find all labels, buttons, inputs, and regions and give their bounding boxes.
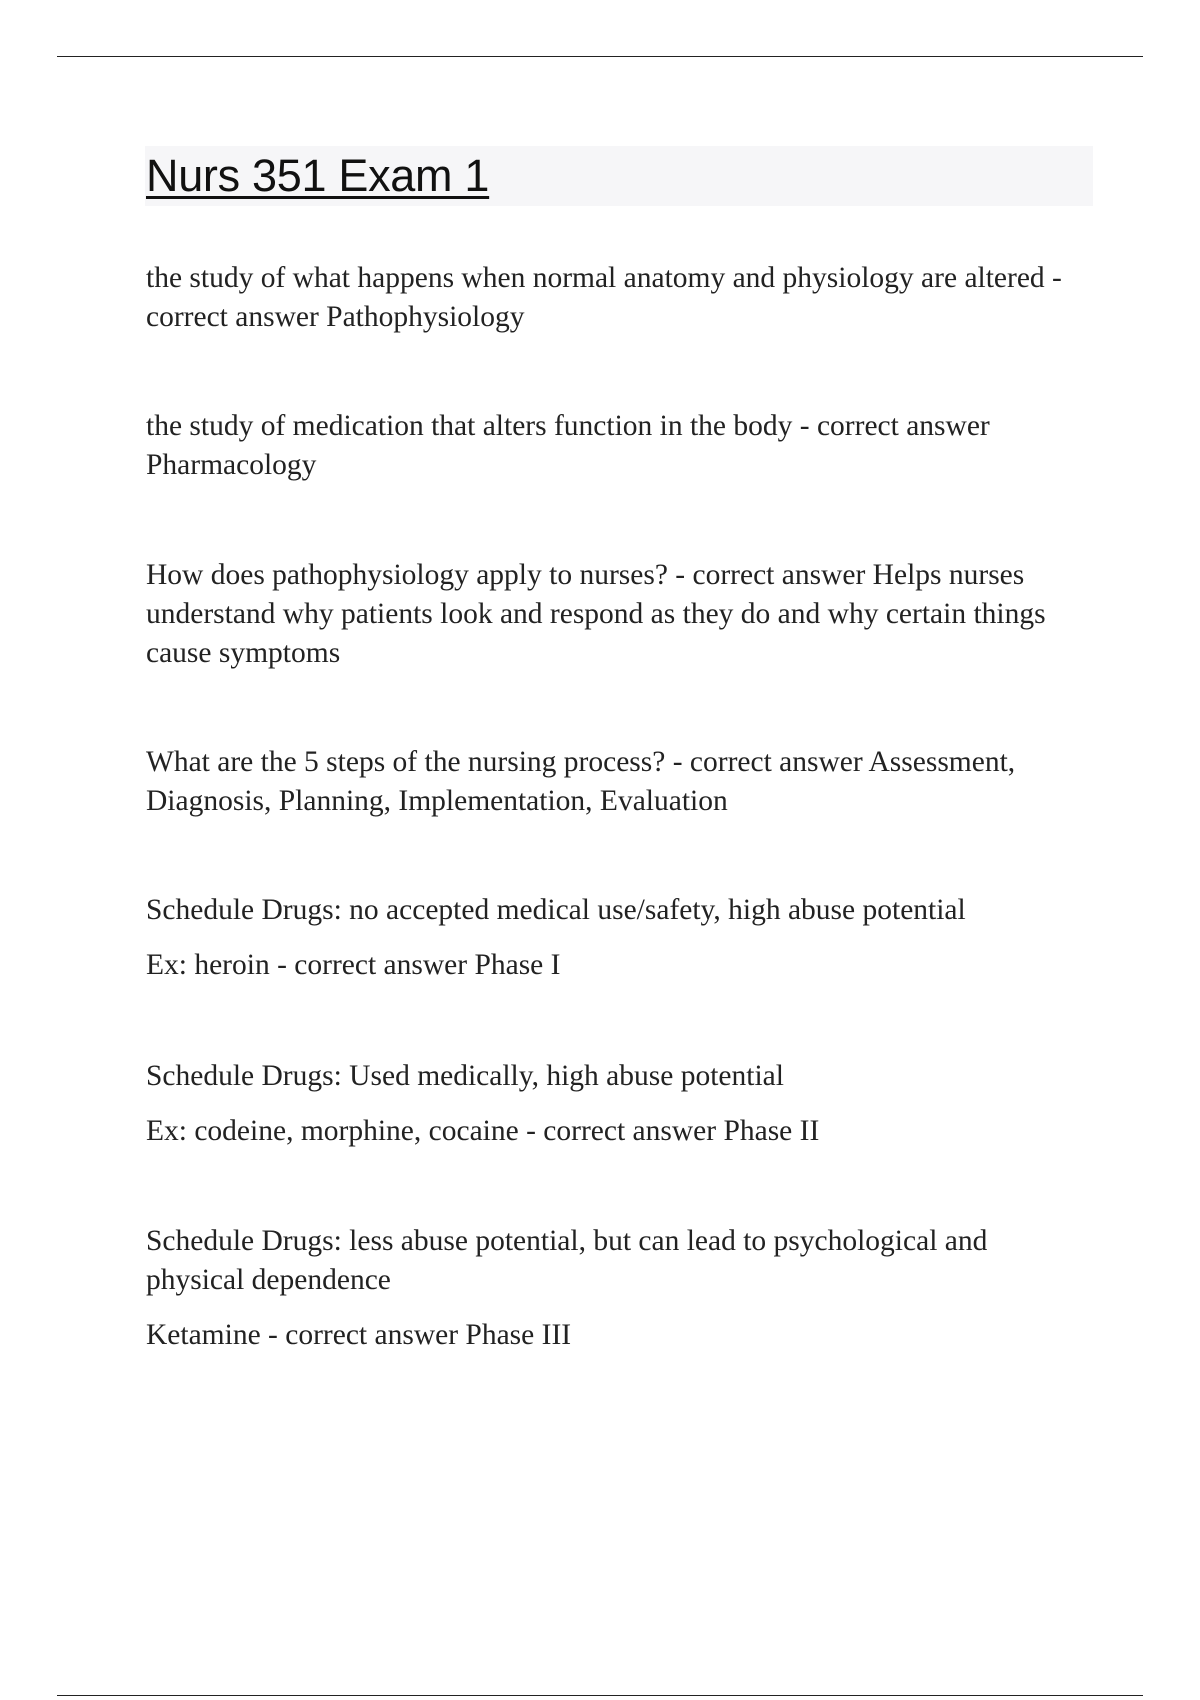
flashcard-entry: [146, 407, 1086, 485]
entry-text: Schedule Drugs: Used medically, high abuse potential: [146, 1060, 784, 1092]
top-rule: [57, 56, 1143, 57]
flashcard-entry: [146, 891, 1086, 985]
entry-text: Schedule Drugs: less abuse potential, but can lead to psychological and physical dependence: [146, 1225, 988, 1296]
entry-answer: Ex: codeine, morphine, cocaine - correct answer Phase II: [146, 1115, 820, 1147]
entry-text: What are the 5 steps of the nursing process? - correct answer Assessment, Diagnosis, Planning, Implementation, Evaluation: [146, 746, 1016, 817]
entry-answer: Ketamine - correct answer Phase III: [146, 1319, 572, 1351]
flashcard-entry: [146, 743, 1086, 821]
entry-text: How does pathophysiology apply to nurses? - correct answer Helps nurses understand why patients look and respond as they do and why certain things cause symptoms: [146, 559, 1046, 669]
page-title: Nurs 351 Exam 1: [146, 150, 490, 201]
entry-text: the study of what happens when normal anatomy and physiology are altered - correct answer Pathophysiology: [146, 262, 1062, 333]
entry-answer: Ex: heroin - correct answer Phase I: [146, 949, 561, 981]
flashcard-entry: [146, 1222, 1086, 1355]
bottom-rule: [57, 1695, 1143, 1696]
flashcard-entry: [146, 259, 1086, 337]
flashcard-entry: [146, 1057, 1086, 1151]
entry-text: Schedule Drugs: no accepted medical use/safety, high abuse potential: [146, 894, 966, 926]
flashcard-entry: [146, 556, 1086, 673]
entry-text: the study of medication that alters function in the body - correct answer Pharmacology: [146, 410, 990, 481]
